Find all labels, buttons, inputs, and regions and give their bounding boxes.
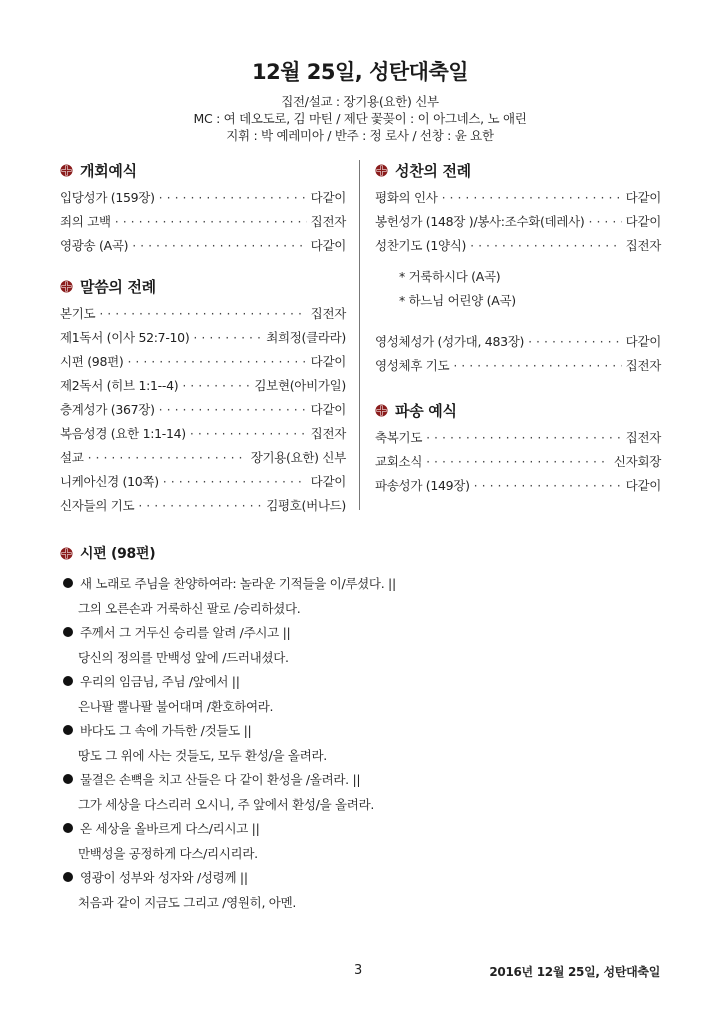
verse-line: 당신의 정의를 만백성 앞에 /드러내셨다.: [78, 649, 289, 665]
item-label: 평화의 인사: [375, 190, 438, 205]
leader-dots: [127, 354, 306, 369]
section-heading-dismissal: [375, 398, 661, 422]
leader-dots: [115, 214, 307, 229]
leader-dots: [589, 214, 622, 229]
credits-line: 지휘 : 박 예레미아 / 반주 : 정 로사 / 선창 : 윤 요한: [226, 128, 494, 143]
credits-line: MC : 여 데오도로, 김 마틴 / 제단 꽃꽂이 : 이 아그네스, 노 애린: [193, 111, 527, 126]
bullet-icon: [63, 725, 73, 735]
item-role: 다같이: [625, 334, 661, 349]
verse-line: 새 노래로 주님을 찬양하여라: 놀라운 기적들을 이/루셨다. ||: [80, 576, 396, 592]
order-row: [60, 212, 346, 236]
item-role: 다같이: [310, 354, 346, 369]
sub-item: * 거룩하시다 (A곡): [399, 269, 501, 284]
order-row: [375, 356, 661, 380]
leader-dots: [474, 478, 622, 493]
order-row: [60, 188, 346, 212]
item-label: 축복기도: [375, 430, 423, 445]
leader-dots: [190, 426, 307, 441]
leader-dots: [159, 402, 307, 417]
section-heading-label: 파송 예식: [395, 401, 457, 420]
verse-line: 물결은 손뼉을 치고 산들은 다 같이 환성을 /올려라. ||: [80, 772, 361, 788]
leader-dots: [132, 238, 306, 253]
leader-dots: [528, 334, 622, 349]
order-row: [375, 236, 661, 260]
item-label: 시편 (98편): [60, 354, 124, 369]
verse-line: 영광이 성부와 성자와 /성령께 ||: [80, 870, 248, 886]
item-role: 다같이: [625, 190, 661, 205]
item-label: 성찬기도 (1양식): [375, 238, 467, 253]
item-role: 다같이: [310, 474, 346, 489]
item-role: 장기용(요한) 신부: [250, 450, 346, 465]
verse-line: 온 세상을 올바르게 다스/리시고 ||: [80, 821, 260, 837]
bullet-icon: [63, 774, 73, 784]
section-heading-eucharist: [375, 158, 661, 182]
order-row: [60, 472, 346, 496]
order-row: [60, 424, 346, 448]
section-heading-opening: [60, 158, 346, 182]
verse-line: 만백성을 공정하게 다스/리시리라.: [78, 845, 258, 861]
order-row: [375, 188, 661, 212]
section-heading-label: 개회예식: [80, 161, 137, 180]
verse-line: 땅도 그 위에 사는 것들도, 모두 환성/을 올려라.: [78, 747, 327, 763]
item-label: 영광송 (A곡): [60, 238, 129, 253]
credits: [0, 93, 720, 144]
cross-icon: [375, 164, 388, 177]
item-role: 다같이: [310, 238, 346, 253]
sub-item: * 하느님 어린양 (A곡): [399, 293, 516, 308]
leader-dots: [182, 378, 250, 393]
bullet-icon: [63, 578, 73, 588]
order-row: [60, 448, 346, 472]
verse-line: 우리의 임금님, 주님 /앞에서 ||: [80, 674, 240, 690]
bullet-icon: [63, 627, 73, 637]
leader-dots: [426, 454, 610, 469]
item-role: 집전자: [625, 358, 661, 373]
page-title: 12월 25일, 성탄대축일: [251, 60, 469, 84]
item-label: 본기도: [60, 306, 96, 321]
order-row: [60, 352, 346, 376]
item-label: 설교: [60, 450, 84, 465]
psalm-verse: [60, 816, 680, 865]
page-number: 3: [354, 963, 363, 978]
item-role: 다같이: [625, 478, 661, 493]
order-row: [375, 332, 661, 356]
verse-line: 바다도 그 속에 가득한 /것들도 ||: [80, 723, 252, 739]
leader-dots: [138, 498, 262, 513]
section-heading-label: 말씀의 전례: [80, 277, 156, 296]
item-role: 집전자: [625, 238, 661, 253]
item-role: 집전자: [625, 430, 661, 445]
item-role: 신자회장: [613, 454, 661, 469]
item-role: 집전자: [310, 426, 346, 441]
order-row: [375, 212, 661, 236]
item-role: 최희정(클라라): [266, 330, 346, 345]
bullet-icon: [63, 872, 73, 882]
left-column: [60, 158, 346, 520]
item-role: 집전자: [310, 214, 346, 229]
order-row: [60, 496, 346, 520]
bullet-icon: [63, 823, 73, 833]
leader-dots: [426, 430, 622, 445]
psalm-verse: [60, 865, 680, 914]
order-row: [60, 400, 346, 424]
leader-dots: [159, 190, 307, 205]
bullet-icon: [63, 676, 73, 686]
item-role: 김보현(아비가일): [254, 378, 346, 393]
right-column: [375, 158, 661, 500]
leader-dots: [442, 190, 622, 205]
item-label: 죄의 고백: [60, 214, 111, 229]
cross-icon: [375, 404, 388, 417]
item-label: 제2독서 (히브 1:1--4): [60, 378, 179, 393]
psalm-verse: [60, 767, 680, 816]
order-row: [60, 304, 346, 328]
psalm-verse: [60, 669, 680, 718]
item-label: 제1독서 (이사 52:7-10): [60, 330, 190, 345]
leader-dots: [470, 238, 622, 253]
order-row: [60, 328, 346, 352]
item-label: 봉헌성가 (148장 )/봉사:조수화(데레사): [375, 214, 585, 229]
item-label: 영성체후 기도: [375, 358, 450, 373]
item-role: 다같이: [310, 402, 346, 417]
verse-line: 처음과 같이 지금도 그리고 /영원히, 아멘.: [78, 894, 297, 910]
section-heading-psalm: [60, 541, 680, 565]
order-row: [375, 452, 661, 476]
item-label: 복음성경 (요한 1:1-14): [60, 426, 186, 441]
leader-dots: [88, 450, 247, 465]
verse-line: 주께서 그 거두신 승리를 알려 /주시고 ||: [80, 625, 291, 641]
cross-icon: [60, 280, 73, 293]
section-heading-label: 시편 (98편): [80, 546, 156, 562]
column-divider: [359, 160, 360, 510]
leader-dots: [99, 306, 306, 321]
order-row: [375, 428, 661, 452]
psalm-section: [60, 541, 680, 914]
psalm-verse: [60, 571, 680, 620]
item-label: 교회소식: [375, 454, 423, 469]
cross-icon: [60, 164, 73, 177]
psalm-verse: [60, 620, 680, 669]
item-role: 다같이: [310, 190, 346, 205]
psalm-verse: [60, 718, 680, 767]
verse-line: 그가 세상을 다스리러 오시니, 주 앞에서 환성/을 올려라.: [78, 796, 375, 812]
item-label: 신자들의 기도: [60, 498, 135, 513]
item-label: 입당성가 (159장): [60, 190, 155, 205]
item-label: 니케아신경 (10쪽): [60, 474, 159, 489]
section-heading-word: [60, 274, 346, 298]
item-label: 층계성가 (367장): [60, 402, 155, 417]
verse-line: 그의 오른손과 거룩하신 팔로 /승리하셨다.: [78, 600, 301, 616]
leader-dots: [193, 330, 262, 345]
item-role: 다같이: [625, 214, 661, 229]
footer-title: 2016년 12월 25일, 성탄대축일: [489, 965, 660, 979]
item-role: 집전자: [310, 306, 346, 321]
credits-line: 집전/설교 : 장기용(요한) 신부: [281, 94, 439, 109]
item-role: 김평호(버나드): [266, 498, 346, 513]
leader-dots: [453, 358, 621, 373]
order-row: [60, 376, 346, 400]
order-row: [375, 476, 661, 500]
item-label: 파송성가 (149장): [375, 478, 470, 493]
order-row: [60, 236, 346, 260]
section-heading-label: 성찬의 전례: [395, 161, 471, 180]
cross-icon: [60, 547, 73, 560]
leader-dots: [163, 474, 307, 489]
item-label: 영성체성가 (성가대, 483장): [375, 334, 525, 349]
verse-line: 은나팔 뿔나팔 불어대며 /환호하여라.: [78, 698, 274, 714]
